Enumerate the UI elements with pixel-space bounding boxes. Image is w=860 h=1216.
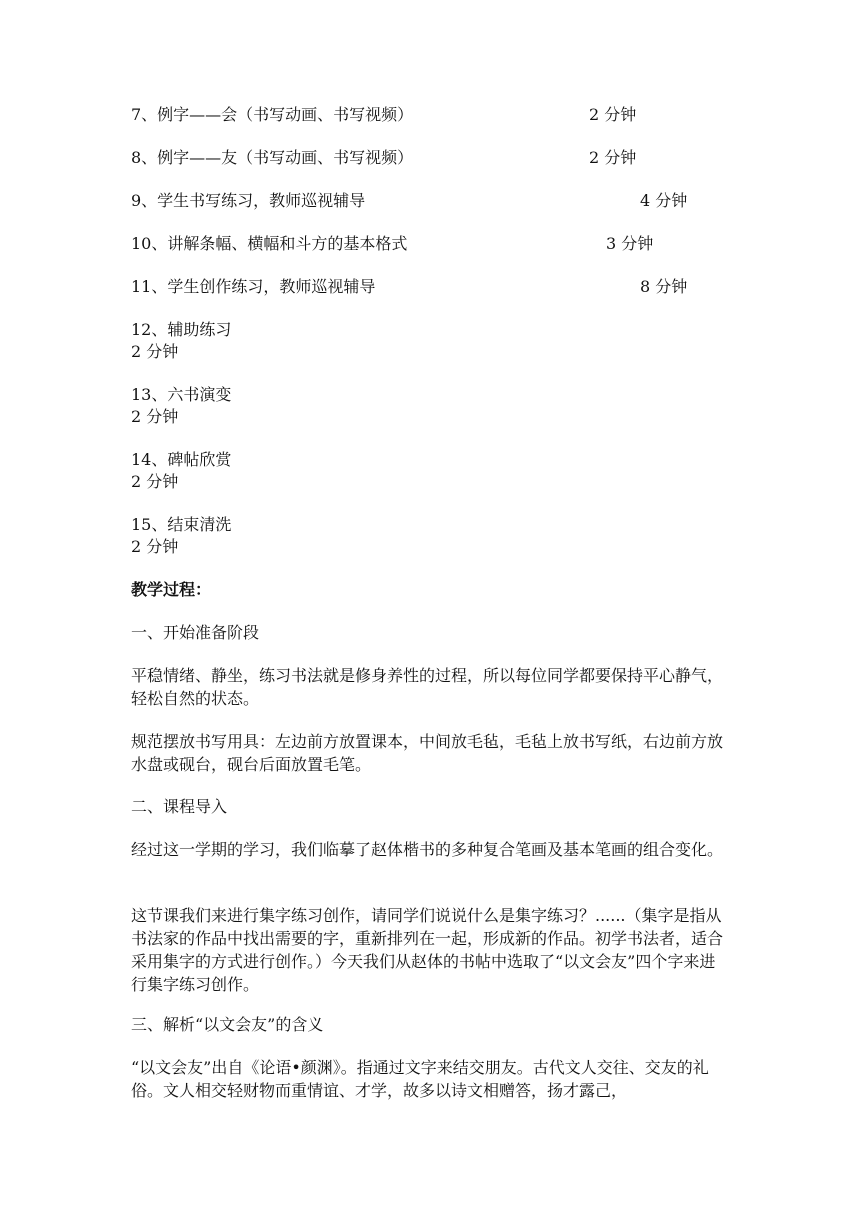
section-1-paragraph-2: 规范摆放书写用具：左边前方放置课本，中间放毛毡，毛毡上放书写纸，右边前方放水盘或砚台，砚台后面放置毛笔。 <box>131 732 724 774</box>
section-2-paragraph-1: 经过这一学期的学习，我们临摹了赵体楷书的多种复合笔画及基本笔画的组合变化。 <box>131 840 724 859</box>
schedule-duration-12: 2 分钟 <box>131 342 179 361</box>
schedule-duration-9: 4 分钟 <box>640 191 688 210</box>
schedule-item-12: 12、辅助练习 <box>131 320 232 339</box>
schedule-duration-15: 2 分钟 <box>131 537 179 556</box>
section-3-paragraph-1: “以文会友”出自《论语•颜渊》。指通过文字来结交朋友。古代文人交往、交友的礼俗。文人相交轻财物而重情谊、才学，故多以诗文相赠答，扬才露己， <box>131 1058 709 1100</box>
schedule-duration-7: 2 分钟 <box>589 105 637 124</box>
schedule-item-13: 13、六书演变 <box>131 385 232 404</box>
schedule-item-8: 8、例字——友（书写动画、书写视频） <box>131 148 414 167</box>
schedule-item-15: 15、结束清洗 <box>131 515 232 534</box>
section-3-title: 三、解析“以文会友”的含义 <box>131 1015 324 1034</box>
section-2-paragraph-2: 这节课我们来进行集字练习创作，请同学们说说什么是集字练习？......（集字是指从书法家的作品中找出需要的字，重新排列在一起，形成新的作品。初学书法者，适合采用集字的方式进行创作。）今天我们从赵体的书帖中选取了“以文会友”四个字来进行集字练习创作。 <box>131 906 724 994</box>
schedule-duration-13: 2 分钟 <box>131 407 179 426</box>
section-2-title: 二、课程导入 <box>131 797 228 816</box>
schedule-duration-11: 8 分钟 <box>640 277 688 296</box>
process-heading: 教学过程： <box>131 580 212 599</box>
schedule-duration-8: 2 分钟 <box>589 148 637 167</box>
schedule-item-9: 9、学生书写练习，教师巡视辅导 <box>131 191 366 210</box>
section-1-title: 一、开始准备阶段 <box>131 623 260 642</box>
schedule-item-14: 14、碑帖欣赏 <box>131 450 232 469</box>
schedule-item-11: 11、学生创作练习，教师巡视辅导 <box>131 277 376 296</box>
schedule-duration-14: 2 分钟 <box>131 472 179 491</box>
schedule-item-7: 7、例字——会（书写动画、书写视频） <box>131 105 414 124</box>
section-1-paragraph-1: 平稳情绪、静坐，练习书法就是修身养性的过程，所以每位同学都要保持平心静气，轻松自然的状态。 <box>131 666 724 708</box>
schedule-item-10: 10、讲解条幅、横幅和斗方的基本格式 <box>131 234 408 253</box>
schedule-duration-10: 3 分钟 <box>606 234 654 253</box>
